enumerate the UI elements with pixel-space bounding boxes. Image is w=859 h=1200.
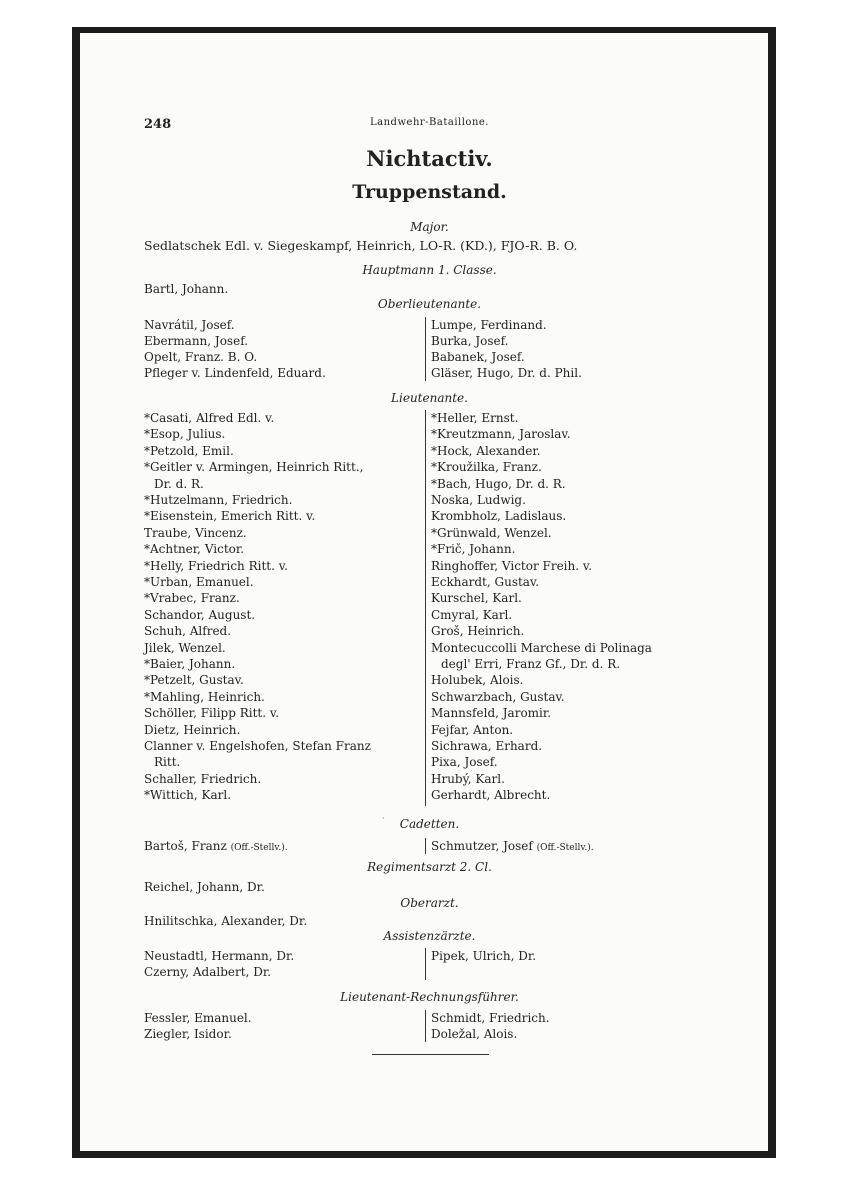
name-entry: Cmyral, Karl. — [431, 607, 513, 622]
name-entry: *Urban, Emanuel. — [144, 575, 254, 589]
column-divider — [425, 410, 426, 806]
name-entry: Gläser, Hugo, Dr. d. Phil. — [431, 366, 582, 380]
name-entry: Dr. d. R. — [154, 476, 204, 491]
cadet-name: Bartoš, Franz — [144, 839, 227, 853]
name-entry: *Mahling, Heinrich. — [144, 689, 265, 704]
name-entry: Ziegler, Isidor. — [144, 1027, 232, 1041]
name-entry: Schmidt, Friedrich. — [431, 1011, 550, 1025]
name-entry: Krombholz, Ladislaus. — [431, 509, 567, 524]
name-entry: Lumpe, Ferdinand. — [431, 318, 547, 332]
name-entry: Schaller, Friedrich. — [144, 771, 262, 786]
name-entry: Neustadtl, Hermann, Dr. — [144, 949, 295, 963]
name-entry: Ritt. — [154, 755, 181, 770]
name-entry: *Petzelt, Gustav. — [144, 673, 244, 688]
name-entry: *Petzold, Emil. — [144, 443, 234, 458]
name-entry: Navrátil, Josef. — [144, 318, 235, 332]
cadet-name: Schmutzer, Josef — [431, 839, 533, 853]
name-entry: *Frič, Johann. — [431, 542, 516, 557]
name-entry: *Casati, Alfred Edl. v. — [144, 411, 275, 425]
column-divider — [425, 1010, 426, 1042]
name-entry: Babanek, Josef. — [431, 350, 525, 364]
name-entry: Mannsfeld, Jaromir. — [431, 706, 552, 721]
name-entry: Pfleger v. Lindenfeld, Eduard. — [144, 366, 326, 380]
name-entry: Noska, Ludwig. — [431, 493, 526, 507]
name-entry: Pixa, Josef. — [431, 755, 498, 770]
name-entry: Schuh, Alfred. — [144, 624, 232, 639]
column-divider — [425, 948, 426, 980]
heading-regimentsarzt: Regimentsarzt 2. Cl. — [367, 860, 492, 874]
name-entry: *Achtner, Victor. — [144, 542, 245, 557]
heading-cadetten: Cadetten. — [399, 817, 460, 831]
name-entry: *Heller, Ernst. — [431, 411, 519, 425]
name-entry: *Esop, Julius. — [144, 427, 226, 442]
name-entry: Holubek, Alois. — [431, 673, 524, 688]
name-entry: Clanner v. Engelshofen, Stefan Franz — [144, 739, 371, 753]
page-number: 248 — [144, 117, 172, 132]
name-entry: Jilek, Wenzel. — [144, 640, 226, 655]
name-entry: Burka, Josef. — [431, 334, 509, 348]
name-entry: *Helly, Friedrich Ritt. v. — [144, 558, 288, 573]
name-entry: Sichrawa, Erhard. — [431, 739, 543, 753]
name-entry: Schandor, August. — [144, 607, 256, 622]
heading-oberlieutenante: Oberlieutenante. — [377, 297, 482, 311]
cadet-entry-left — [144, 838, 288, 856]
page-title: Nichtactiv. — [366, 146, 493, 171]
regimentsarzt-entry: Reichel, Johann, Dr. — [144, 880, 265, 894]
name-entry: degl' Erri, Franz Gf., Dr. d. R. — [441, 657, 621, 671]
name-entry: Ringhoffer, Victor Freih. v. — [431, 558, 593, 573]
name-entry: Traube, Vincenz. — [144, 525, 247, 540]
column-divider — [425, 317, 426, 381]
name-entry: Schwarzbach, Gustav. — [431, 689, 565, 704]
name-entry: Fejfar, Anton. — [431, 722, 514, 737]
stray-dot: · — [382, 814, 385, 823]
name-entry: Opelt, Franz. B. O. — [144, 350, 258, 364]
name-entry: *Geitler v. Armingen, Heinrich Ritt., — [144, 460, 364, 475]
cadet-entry-right — [431, 838, 594, 856]
name-entry: Dietz, Heinrich. — [144, 722, 241, 737]
hauptmann-entry: Bartl, Johann. — [144, 282, 229, 296]
name-entry: Montecuccolli Marchese di Polinaga — [431, 640, 652, 655]
name-entry: Eckhardt, Gustav. — [431, 575, 540, 589]
name-entry: Fessler, Emanuel. — [144, 1011, 252, 1025]
name-entry: Schöller, Filipp Ritt. v. — [144, 706, 280, 721]
name-entry: Kurschel, Karl. — [431, 591, 522, 606]
oberarzt-entry: Hnilitschka, Alexander, Dr. — [144, 914, 308, 928]
name-entry: *Kreutzmann, Jaroslav. — [431, 427, 571, 442]
heading-major: Major. — [410, 220, 449, 234]
name-entry: *Grünwald, Wenzel. — [431, 525, 552, 540]
column-divider — [425, 838, 426, 854]
name-entry: *Wittich, Karl. — [144, 788, 232, 803]
name-entry: *Hutzelmann, Friedrich. — [144, 493, 293, 507]
name-entry: *Eisenstein, Emerich Ritt. v. — [144, 509, 316, 524]
name-entry: *Bach, Hugo, Dr. d. R. — [431, 476, 566, 491]
name-entry: Doležal, Alois. — [431, 1027, 518, 1041]
heading-assistenzaerzte: Assistenzärzte. — [383, 929, 476, 943]
closing-rule — [372, 1054, 489, 1055]
cadet-note: (Off.-Stellv.). — [230, 843, 288, 853]
heading-hauptmann: Hauptmann 1. Classe. — [362, 263, 497, 277]
name-entry: *Hock, Alexander. — [431, 443, 541, 458]
name-entry: *Kroužilka, Franz. — [431, 460, 542, 475]
page-subtitle: Truppenstand. — [352, 181, 507, 203]
name-entry: Groš, Heinrich. — [431, 624, 525, 639]
name-entry: Ebermann, Josef. — [144, 334, 249, 348]
name-entry: Gerhardt, Albrecht. — [431, 788, 551, 803]
name-entry: Hrubý, Karl. — [431, 771, 505, 786]
heading-oberarzt: Oberarzt. — [400, 896, 459, 910]
name-entry: Pipek, Ulrich, Dr. — [431, 949, 537, 963]
heading-lieutenante: Lieutenante. — [391, 391, 468, 405]
heading-rechnungsfuehrer: Lieutenant-Rechnungsführer. — [340, 990, 519, 1004]
running-head: Landwehr-Bataillone. — [370, 117, 489, 128]
name-entry: Czerny, Adalbert, Dr. — [144, 965, 272, 979]
major-entry: Sedlatschek Edl. v. Siegeskampf, Heinrich, LO-R. (KD.), FJO-R. B. O. — [144, 238, 578, 253]
name-entry: *Vrabec, Franz. — [144, 591, 240, 606]
cadet-note: (Off.-Stellv.). — [536, 843, 594, 853]
name-entry: *Baier, Johann. — [144, 657, 236, 671]
